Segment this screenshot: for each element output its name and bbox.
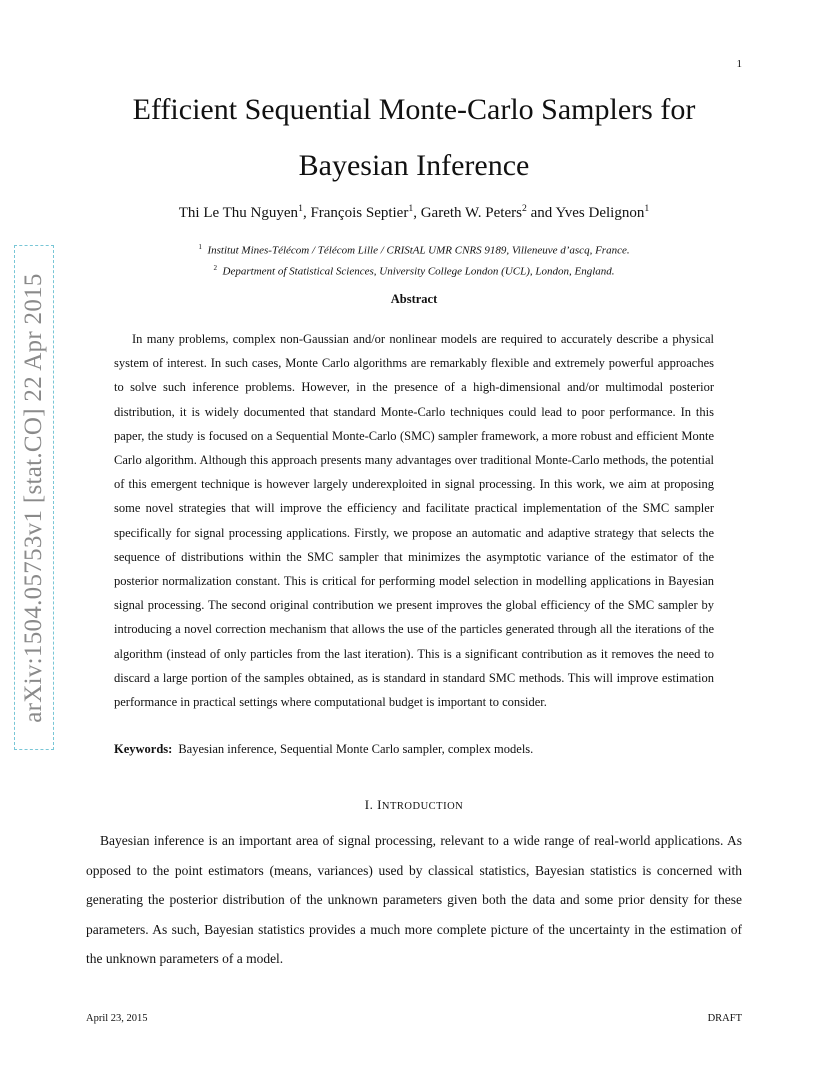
author: Yves Delignon$^1$	[555, 203, 650, 221]
abstract-body	[114, 327, 714, 714]
page-number: 1	[736, 58, 742, 70]
arxiv-stamp	[14, 245, 54, 750]
introduction-text: Bayesian inference is an important area of signal processing, relevant to a wide range of real-world applications. As opposed to the point estimators (means, variances) used by classical statistics, Bayesian statistics is concerned with generating the posterior distribution of the unknown parameters given both the data and some prior density for these parameters. As such, Bayesian statistics provides a much more complete picture of the uncertainty in the estimation of the unknown parameters of a model.	[86, 833, 742, 966]
paper-title	[0, 82, 828, 194]
section-heading-introduction: I. INTRODUCTION	[364, 797, 464, 812]
keywords	[114, 742, 714, 757]
title-line-1: Efficient Sequential Monte-Carlo Samplers for	[132, 93, 696, 126]
author: Gareth W. Peters$^2$ and	[420, 203, 556, 221]
title-line-2: Bayesian Inference	[298, 149, 530, 182]
author: François Septier$^1$,	[310, 203, 421, 221]
arxiv-stamp-text: arXiv:1504.05753v1 [stat.CO] 22 Apr 2015	[20, 272, 47, 723]
keywords-text: Bayesian inference, Sequential Monte Carlo sampler, complex models.	[178, 742, 534, 756]
author-list	[0, 203, 828, 222]
footer-date: April 23, 2015	[86, 1013, 148, 1024]
author: Thi Le Thu Nguyen$^1$,	[178, 203, 311, 221]
footer-draft: DRAFT	[707, 1013, 742, 1024]
keywords-label: Keywords:	[114, 742, 173, 756]
introduction-paragraph	[86, 826, 742, 974]
abstract-text: In many problems, complex non-Gaussian and/or nonlinear models are required to accurately describe a physical system of interest. In such cases, Monte Carlo algorithms are remarkably flexible and extremely powerful approaches to solve such inference problems. However, in the presence of a high-dimensional and/or multimodal posterior distribution, it is widely documented that standard Monte-Carlo techniques could lead to poor performance. In this paper, the study is focused on a Sequential Monte-Carlo (SMC) sampler framework, a more robust and efficient Monte Carlo algorithm. Although this approach presents many advantages over traditional Monte-Carlo methods, the potential of this emergent technique is however largely underexploited in signal processing. In this work, we aim at proposing some novel strategies that will improve the efficiency and facilitate practical implementation of the SMC sampler specifically for signal processing applications. Firstly, we propose an automatic and adaptive strategy that selects the sequence of distributions within the SMC sampler that minimizes the asymptotic variance of the estimator of the posterior normalization constant. This is critical for performing model selection in modelling applications in Bayesian signal processing. The second original contribution we present improves the global efficiency of the SMC sampler by introducing a novel correction mechanism that allows the use of the particles generated through all the iterations of the algorithm (instead of only particles from the last iteration). This is a significant contribution as it removes the need to discard a large portion of the samples obtained, as is standard in standard SMC methods. This will improve estimation performance in practical settings where computational budget is important to consider.	[114, 332, 714, 710]
affiliation-2: $^2$ Department of Statistical Sciences, University College London (UCL), London, England.	[213, 264, 615, 278]
affiliation-1: $^1$ Institut Mines-Télécom / Télécom Lille / CRIStAL UMR CNRS 9189, Villeneuve d’ascq, France.	[198, 243, 630, 257]
abstract-heading: Abstract	[390, 292, 438, 306]
